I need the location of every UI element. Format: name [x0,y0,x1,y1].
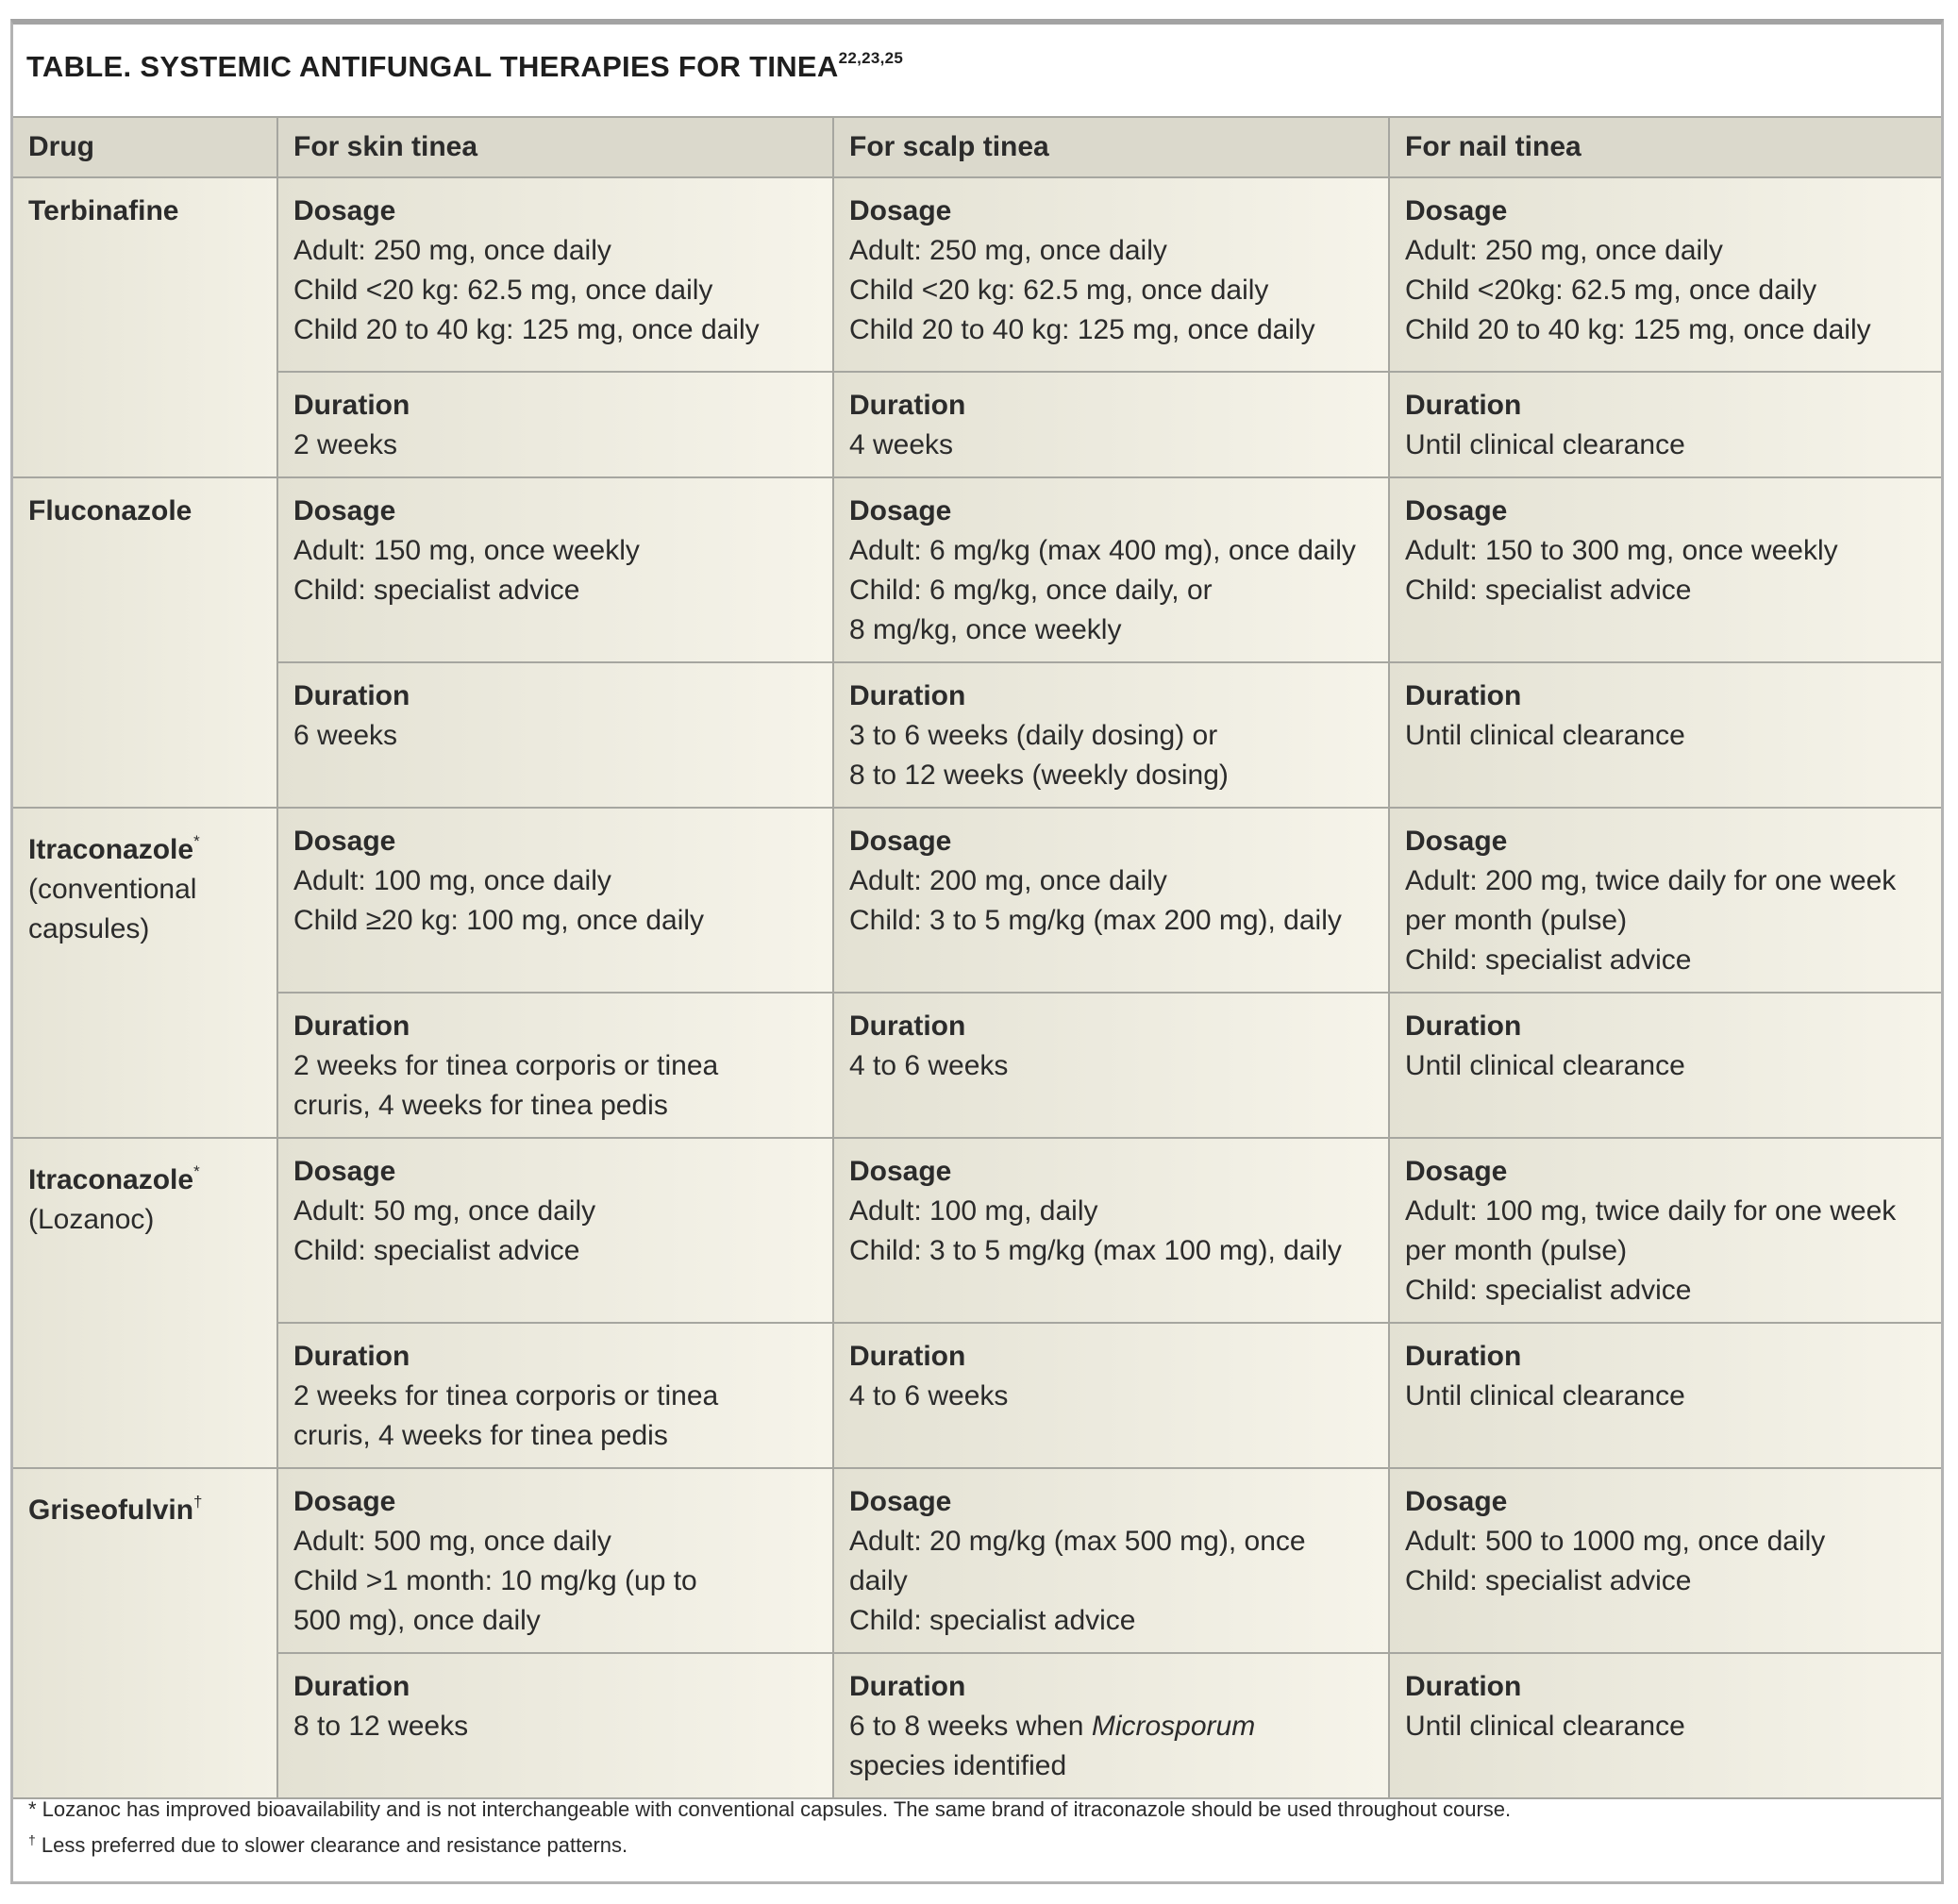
skin-dosage-cell [277,1138,833,1323]
cell-dosage-label: Dosage [293,495,396,526]
cell-duration-line: 2 weeks for tinea corporis or tinea [293,1050,719,1081]
table-row [13,1323,1941,1468]
cell-duration-label: Duration [1405,1010,1522,1042]
cell-dosage-label: Dosage [849,1486,952,1517]
footnotes [28,1795,1511,1861]
drug-subtitle: (Lozanoc) [28,1204,155,1235]
cell-dosage-line: Child >1 month: 10 mg/kg (up to [293,1565,697,1596]
cell-dosage-line: daily [849,1565,908,1596]
nail-duration-cell [1389,372,1941,477]
header-scalp: For scalp tinea [833,117,1389,177]
cell-duration-label: Duration [849,1010,966,1042]
cell-dosage-line: Adult: 50 mg, once daily [293,1195,596,1227]
scalp-duration-cell [833,1323,1389,1468]
cell-duration-label: Duration [1405,680,1522,711]
cell-duration-line: 3 to 6 weeks (daily dosing) or [849,720,1218,751]
cell-dosage-line: Adult: 250 mg, once daily [293,235,611,266]
scalp-duration-cell [833,372,1389,477]
cell-duration-line: Until clinical clearance [1405,720,1685,751]
cell-dosage-line: Adult: 6 mg/kg (max 400 mg), once daily [849,535,1356,566]
cell-duration-line: 4 weeks [849,429,954,460]
cell-dosage-label: Dosage [293,826,396,857]
cell-dosage-line: 8 mg/kg, once weekly [849,614,1122,645]
scalp-dosage-cell [833,1468,1389,1653]
cell-dosage-line: Child ≥20 kg: 100 mg, once daily [293,905,705,936]
cell-dosage-label: Dosage [849,195,952,226]
table-row [13,662,1941,808]
skin-duration-cell [277,1323,833,1468]
cell-dosage-label: Dosage [293,195,396,226]
table-row [13,993,1941,1138]
table-row [13,1138,1941,1323]
skin-dosage-cell [277,477,833,662]
cell-dosage-line: per month (pulse) [1405,905,1628,936]
antifungal-table [13,116,1941,1799]
cell-duration-label: Duration [849,1341,966,1372]
header-skin: For skin tinea [277,117,833,177]
nail-dosage-cell [1389,177,1941,372]
cell-duration-label: Duration [1405,1341,1522,1372]
cell-dosage-line: per month (pulse) [1405,1235,1628,1266]
footnote-1-text: * Lozanoc has improved bioavailability and is not interchangeable with conventional capsules. The same brand of itraconazole should be used throughout course. [28,1797,1512,1821]
drug-subtitle: (conventional [28,874,197,905]
cell-dosage-label: Dosage [1405,826,1508,857]
cell-dosage-label: Dosage [293,1156,396,1187]
cell-dosage-label: Dosage [1405,1156,1508,1187]
cell-dosage-label: Dosage [1405,1486,1508,1517]
cell-dosage-line: Adult: 100 mg, twice daily for one week [1405,1195,1897,1227]
cell-duration-line: 4 to 6 weeks [849,1380,1009,1411]
skin-duration-cell [277,993,833,1138]
cell-dosage-line: Adult: 250 mg, once daily [849,235,1167,266]
nail-dosage-cell [1389,477,1941,662]
table-title-label: TABLE. [26,50,132,83]
nail-duration-cell [1389,1323,1941,1468]
table-row [13,177,1941,372]
nail-duration-cell [1389,993,1941,1138]
skin-dosage-cell [277,808,833,993]
footnote-2 [28,1825,1511,1861]
cell-duration-line: 6 weeks [293,720,398,751]
footnote-2-mark: † [28,1832,36,1847]
footnote-2-text: Less preferred due to slower clearance and resistance patterns. [35,1833,628,1857]
cell-dosage-line: Child: specialist advice [293,1235,580,1266]
scalp-duration-cell [833,1653,1389,1798]
cell-dosage-line: Adult: 250 mg, once daily [1405,235,1723,266]
skin-duration-cell [277,662,833,808]
cell-dosage-label: Dosage [849,1156,952,1187]
header-row [13,117,1941,177]
table-row [13,477,1941,662]
cell-dosage-line: Adult: 200 mg, twice daily for one week [1405,865,1897,896]
cell-dosage-line: Child: 3 to 5 mg/kg (max 200 mg), daily [849,905,1342,936]
cell-dosage-line: Adult: 150 mg, once weekly [293,535,640,566]
cell-dosage-line: Adult: 200 mg, once daily [849,865,1167,896]
table-title-text: SYSTEMIC ANTIFUNGAL THERAPIES FOR TINEA [131,50,839,83]
drug-name-cell [13,1138,277,1468]
cell-duration-label: Duration [293,1341,410,1372]
nail-dosage-cell [1389,1138,1941,1323]
cell-duration-line: 2 weeks for tinea corporis or tinea [293,1380,719,1411]
cell-duration-line: cruris, 4 weeks for tinea pedis [293,1090,668,1121]
cell-duration-label: Duration [293,680,410,711]
cell-dosage-line: Child <20 kg: 62.5 mg, once daily [293,275,713,306]
footnote-1 [28,1795,1511,1825]
nail-dosage-cell [1389,1468,1941,1653]
drug-name: Griseofulvin [28,1495,194,1526]
cell-duration-label: Duration [293,1671,410,1702]
table-row [13,808,1941,993]
cell-dosage-line: Child 20 to 40 kg: 125 mg, once daily [1405,314,1871,345]
cell-dosage-label: Dosage [849,826,952,857]
cell-duration-label: Duration [849,680,966,711]
cell-duration-line: Until clinical clearance [1405,1380,1685,1411]
cell-dosage-line: Child: specialist advice [293,575,580,606]
cell-duration-line: 8 to 12 weeks [293,1711,469,1742]
drug-name-cell [13,808,277,1138]
cell-dosage-label: Dosage [293,1486,396,1517]
drug-name: Itraconazole [28,834,194,865]
nail-duration-cell [1389,1653,1941,1798]
header-nail: For nail tinea [1389,117,1941,177]
cell-dosage-label: Dosage [1405,495,1508,526]
cell-dosage-line: Adult: 20 mg/kg (max 500 mg), once [849,1526,1306,1557]
table-row [13,1653,1941,1798]
cell-dosage-line: Child: specialist advice [1405,1275,1692,1306]
scalp-dosage-cell [833,1138,1389,1323]
cell-duration-label: Duration [1405,390,1522,421]
cell-duration-line: species identified [849,1750,1067,1781]
cell-dosage-line: 500 mg), once daily [293,1605,541,1636]
cell-dosage-line: Adult: 150 to 300 mg, once weekly [1405,535,1838,566]
table-row [13,1468,1941,1653]
drug-name-cell [13,1468,277,1798]
cell-dosage-label: Dosage [1405,195,1508,226]
cell-duration-line: 2 weeks [293,429,398,460]
cell-dosage-line: Child <20kg: 62.5 mg, once daily [1405,275,1817,306]
cell-dosage-line: Child: specialist advice [1405,575,1692,606]
scalp-duration-cell [833,662,1389,808]
table-title-refs: 22,23,25 [838,49,904,67]
drug-name-cell [13,477,277,808]
cell-dosage-line: Child: specialist advice [849,1605,1136,1636]
scalp-dosage-cell [833,177,1389,372]
drug-subtitle: capsules) [28,913,150,944]
drug-name-cell [13,177,277,477]
cell-duration-line: 4 to 6 weeks [849,1050,1009,1081]
cell-dosage-line: Child: 6 mg/kg, once daily, or [849,575,1213,606]
cell-duration-label: Duration [1405,1671,1522,1702]
drug-footnote-mark: † [193,1493,203,1511]
skin-dosage-cell [277,177,833,372]
nail-duration-cell [1389,662,1941,808]
scalp-duration-cell [833,993,1389,1138]
cell-dosage-label: Dosage [849,495,952,526]
scalp-dosage-cell [833,477,1389,662]
table-body [13,177,1941,1798]
cell-dosage-line: Child <20 kg: 62.5 mg, once daily [849,275,1269,306]
cell-duration-line: 6 to 8 weeks when Microsporum [849,1711,1256,1742]
cell-dosage-line: Child 20 to 40 kg: 125 mg, once daily [293,314,760,345]
cell-duration-line: Until clinical clearance [1405,1711,1685,1742]
scalp-dosage-cell [833,808,1389,993]
cell-duration-line: 8 to 12 weeks (weekly dosing) [849,760,1229,791]
header-drug: Drug [13,117,277,177]
cell-dosage-line: Adult: 100 mg, once daily [293,865,611,896]
cell-dosage-line: Child: 3 to 5 mg/kg (max 100 mg), daily [849,1235,1342,1266]
cell-duration-label: Duration [293,1010,410,1042]
nail-dosage-cell [1389,808,1941,993]
cell-duration-label: Duration [849,1671,966,1702]
cell-duration-line: cruris, 4 weeks for tinea pedis [293,1420,668,1451]
cell-dosage-line: Child: specialist advice [1405,944,1692,976]
cell-duration-line: Until clinical clearance [1405,1050,1685,1081]
cell-dosage-line: Child 20 to 40 kg: 125 mg, once daily [849,314,1315,345]
cell-duration-label: Duration [849,390,966,421]
table-row [13,372,1941,477]
skin-dosage-cell [277,1468,833,1653]
drug-name: Terbinafine [28,195,179,226]
drug-footnote-mark: * [193,1162,200,1180]
cell-dosage-line: Child: specialist advice [1405,1565,1692,1596]
drug-footnote-mark: * [193,832,200,850]
skin-duration-cell [277,1653,833,1798]
cell-duration-label: Duration [293,390,410,421]
drug-name: Itraconazole [28,1164,194,1195]
cell-duration-line: Until clinical clearance [1405,429,1685,460]
cell-dosage-line: Adult: 500 to 1000 mg, once daily [1405,1526,1826,1557]
cell-dosage-line: Adult: 500 mg, once daily [293,1526,611,1557]
skin-duration-cell [277,372,833,477]
drug-name: Fluconazole [28,495,192,526]
table-title [26,49,903,84]
cell-dosage-line: Adult: 100 mg, daily [849,1195,1098,1227]
